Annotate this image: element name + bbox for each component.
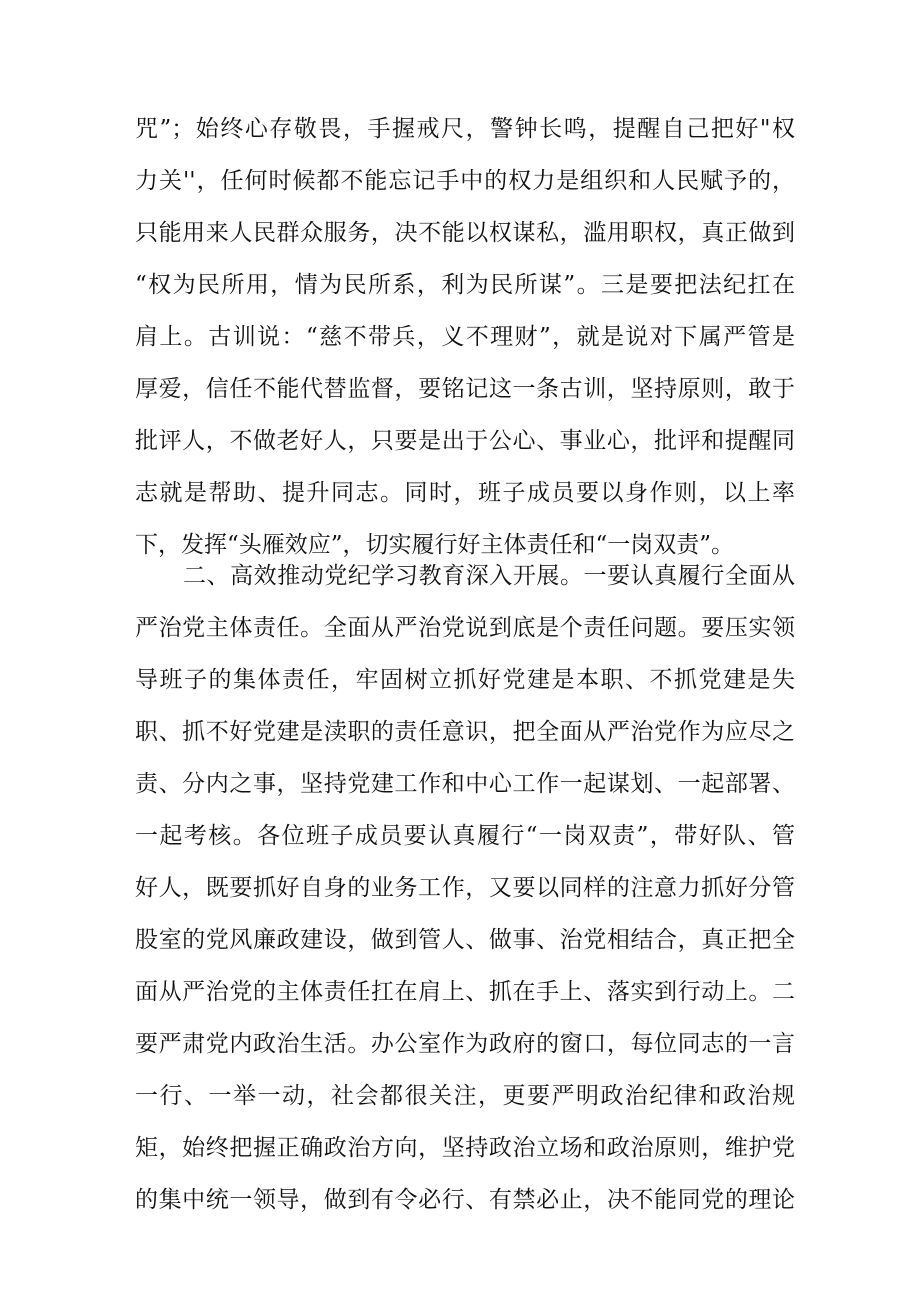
text-line: 股室的党风廉政建设，做到管人、做事、治党相结合，真正把全 bbox=[135, 927, 795, 953]
text-line: 导班子的集体责任，牢固树立抓好党建是本职、不抓党建是失 bbox=[135, 667, 795, 693]
text-line: 严治党主体责任。全面从严治党说到底是个责任问题。要压实领 bbox=[135, 615, 795, 641]
text-line: 力关''，任何时候都不能忘记手中的权力是组织和人民赋予的， bbox=[135, 168, 795, 194]
text-line: 职、抓不好党建是渎职的责任意识，把全面从严治党作为应尽之 bbox=[135, 719, 795, 745]
text-line: 肩上。古训说：“慈不带兵，义不理财”，就是说对下属严管是 bbox=[135, 324, 795, 350]
text-line: 要严肃党内政治生活。办公室作为政府的窗口，每位同志的一言 bbox=[135, 1031, 795, 1057]
text-line: 厚爱，信任不能代替监督，要铭记这一条古训，坚持原则，敢于 bbox=[135, 376, 795, 402]
text-line: 好人，既要抓好自身的业务工作，又要以同样的注意力抓好分管 bbox=[135, 875, 795, 901]
section-heading-line: 二、高效推动党纪学习教育深入开展。一要认真履行全面从 bbox=[183, 563, 795, 589]
text-line: 面从严治党的主体责任扛在肩上、抓在手上、落实到行动上。二 bbox=[135, 979, 795, 1005]
text-line: 下，发挥“头雁效应”，切实履行好主体责任和“一岗双责”。 bbox=[135, 532, 735, 558]
paragraph-1 bbox=[135, 103, 795, 571]
text-line: 志就是帮助、提升同志。同时，班子成员要以身作则，以上率 bbox=[135, 480, 795, 506]
text-line: 的集中统一领导，做到有令必行、有禁必止，决不能同党的理论 bbox=[135, 1187, 795, 1213]
text-line: 一起考核。各位班子成员要认真履行“一岗双责”，带好队、管 bbox=[135, 823, 795, 849]
text-line: 批评人，不做老好人，只要是出于公心、事业心，批评和提醒同 bbox=[135, 428, 795, 454]
text-line: 只能用来人民群众服务，决不能以权谋私，滥用职权，真正做到 bbox=[135, 220, 795, 246]
text-line: 矩，始终把握正确政治方向，坚持政治立场和政治原则，维护党 bbox=[135, 1135, 795, 1161]
text-line: 责、分内之事，坚持党建工作和中心工作一起谋划、一起部署、 bbox=[135, 771, 795, 797]
text-line: 咒”；始终心存敬畏，手握戒尺，警钟长鸣，提醒自己把好"权 bbox=[135, 116, 795, 142]
text-line: “权为民所用，情为民所系，利为民所谋”。三是要把法纪扛在 bbox=[135, 272, 795, 298]
text-line: 一行、一举一动，社会都很关注，更要严明政治纪律和政治规 bbox=[135, 1083, 795, 1109]
paragraph-2 bbox=[135, 550, 795, 1226]
